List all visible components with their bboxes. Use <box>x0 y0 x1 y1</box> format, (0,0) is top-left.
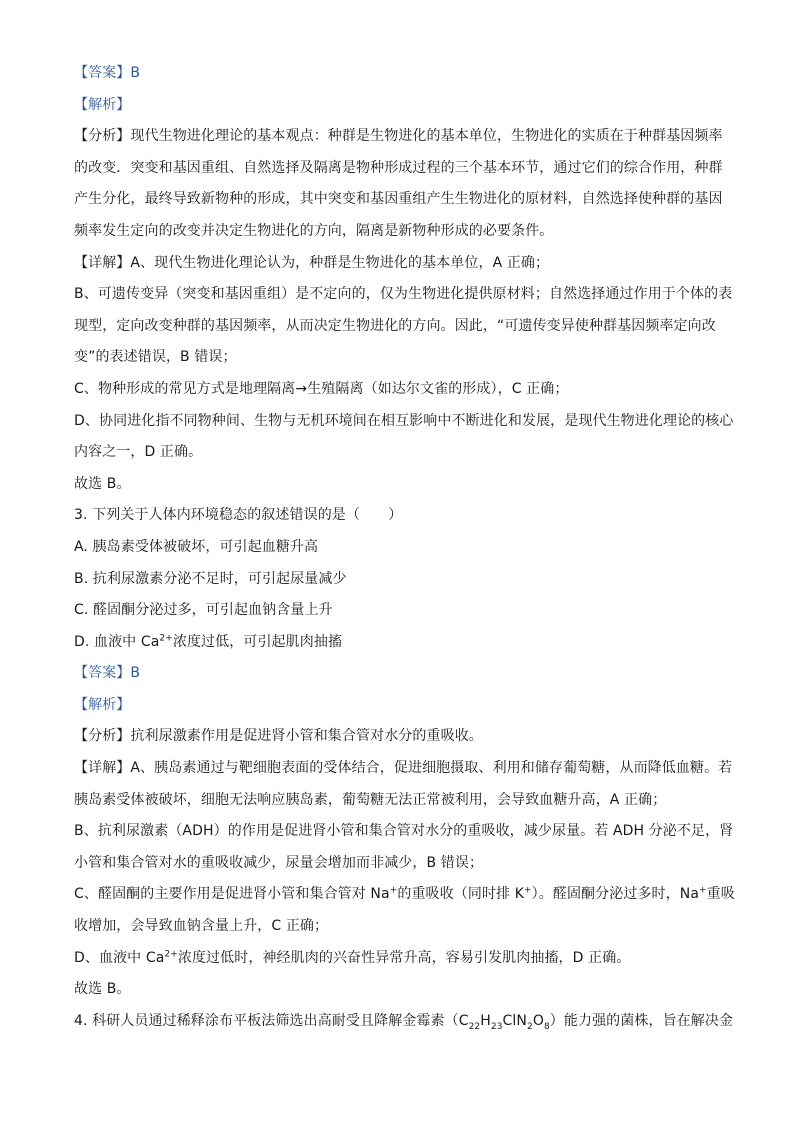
option-d: D. 血液中 $Ca^{2+}$浓度过低，可引起肌肉抽搐 <box>74 633 343 650</box>
option-c: C. 醛固酮分泌过多，可引起血钠含量上升 <box>74 602 333 619</box>
analysis-label: 【解析】 <box>74 96 131 113</box>
detail-line: 现型，定向改变种群的基因频率，从而决定生物进化的方向。因此，“可遗传变异使种群基因频率定向改 <box>74 317 716 334</box>
detail-line: B、抗利尿激素（ADH）的作用是促进肾小管和集合管对水分的重吸收，减少尿量。若 ADH 分泌不足，肾 <box>74 823 734 840</box>
analysis-line: 【分析】抗利尿激素作用是促进肾小管和集合管对水分的重吸收。 <box>74 728 483 745</box>
detail-line: D、协同进化指不同物种间、生物与无机环境间在相互影响中不断进化和发展，是现代生物进化理论的核心 <box>74 412 734 429</box>
option-b: B. 抗利尿激素分泌不足时，可引起尿量减少 <box>74 570 347 587</box>
detail-line: 【详解】A、胰岛素通过与靶细胞表面的受体结合，促进细胞摄取、利用和储存葡萄糖，从而降低血糖。若 <box>74 760 733 777</box>
detail-line: 小管和集合管对水的重吸收减少，尿量会增加而非减少，B 错误； <box>74 854 484 871</box>
detail-line: 变”的表述错误，B 错误； <box>74 349 237 366</box>
conclusion-line: 故选 B。 <box>74 475 131 492</box>
question-stem: 3. 下列关于人体内环境稳态的叙述错误的是（ ） <box>74 507 403 524</box>
detail-line: 收增加，会导致血钠含量上升，C 正确； <box>74 918 329 935</box>
detail-line: B、可遗传变异（突变和基因重组）是不定向的，仅为生物进化提供原材料；自然选择通过作用于个体的表 <box>74 286 733 303</box>
document-body <box>74 58 734 1037</box>
analysis-line: 频率发生定向的改变并决定生物进化的方向，隔离是新物种形成的必要条件。 <box>74 222 554 239</box>
option-a: A. 胰岛素受体被破坏，可引起血糖升高 <box>74 538 319 555</box>
detail-line: 【详解】A、现代生物进化理论认为，种群是生物进化的基本单位，A 正确； <box>74 254 550 271</box>
analysis-line: 产生分化，最终导致新物种的形成，其中突变和基因重组产生生物进化的原材料，自然选择使种群的基因 <box>74 191 723 208</box>
detail-line: C、物种形成的常见方式是地理隔离→生殖隔离（如达尔文雀的形成），C 正确； <box>74 380 569 397</box>
analysis-line: 【分析】现代生物进化理论的基本观点：种群是生物进化的基本单位，生物进化的实质在于种群基因频率 <box>74 128 723 145</box>
analysis-label: 【解析】 <box>74 696 131 713</box>
detail-line: 内容之一，D 正确。 <box>74 444 203 461</box>
conclusion-line: 故选 B。 <box>74 981 131 998</box>
detail-line: C、醛固酮的主要作用是促进肾小管和集合管对 Na+的重吸收（同时排 K+）。醛固酮分泌过多时，Na+重吸 <box>74 885 735 903</box>
question-stem: 4. 科研人员通过稀释涂布平板法筛选出高耐受且降解金霉素$(C_{22}H_{23}ClN_2O_8)$能力强的菌株，旨在解决金 <box>74 1012 734 1032</box>
answer-label: 【答案】B <box>74 65 141 81</box>
answer-label: 【答案】B <box>74 665 141 682</box>
detail-line: 胰岛素受体被破坏，细胞无法响应胰岛素，葡萄糖无法正常被利用，会导致血糖升高，A 正确； <box>74 791 667 808</box>
analysis-line: 的改变．突变和基因重组、自然选择及隔离是物种形成过程的三个基本环节，通过它们的综合作用，种群 <box>74 159 723 176</box>
detail-line: D、血液中 $Ca^{2+}$浓度过低时，神经肌肉的兴奋性异常升高，容易引发肌肉抽搐，D 正确。 <box>74 948 631 966</box>
